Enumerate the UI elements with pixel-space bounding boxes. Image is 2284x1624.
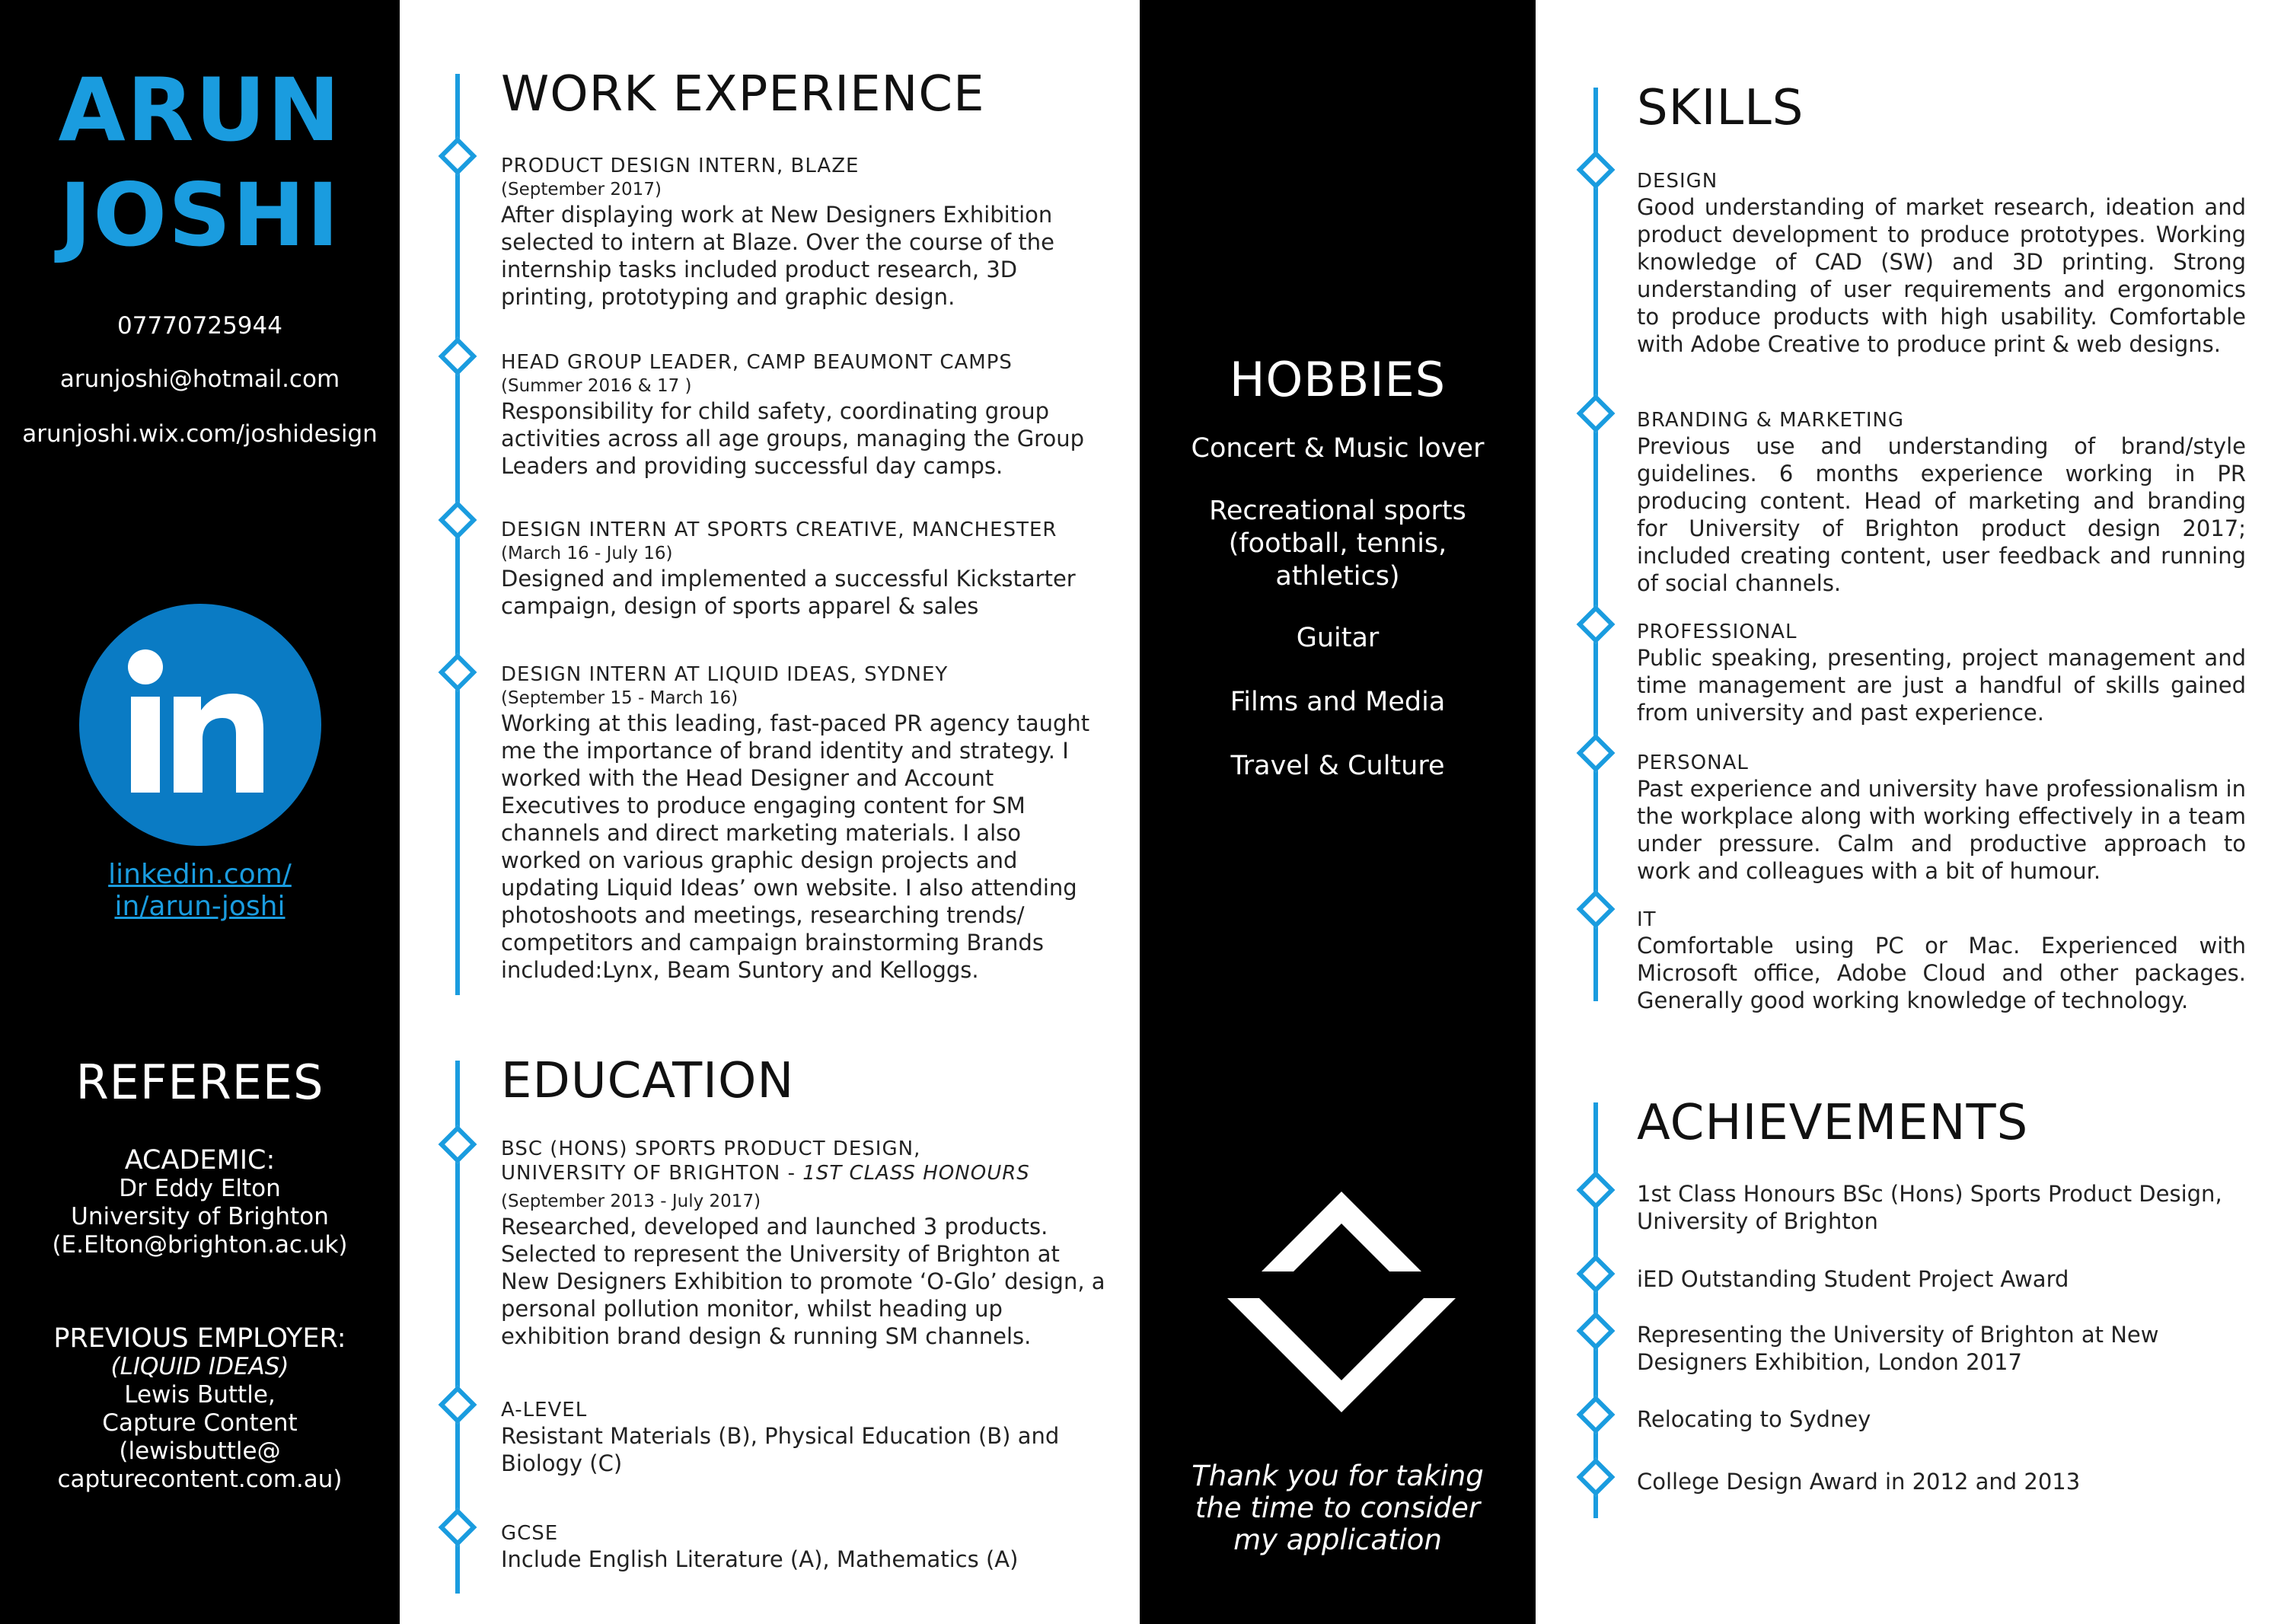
employer-referee-email-1: (lewisbuttle@ [119, 1437, 281, 1465]
first-name: ARUN [58, 59, 342, 161]
linkedin-link-line2[interactable]: in/arun-joshi [114, 891, 286, 922]
linkedin-link-line1[interactable]: linkedin.com/ [108, 859, 292, 890]
employer-referee-heading: PREVIOUS EMPLOYER: [53, 1323, 346, 1354]
skill-item-title: PROFESSIONAL [1637, 621, 1798, 643]
skill-item [1637, 620, 2246, 726]
work-item-description: After displaying work at New Designers Exhibition selected to intern at Blaze. Over the course of the internship tasks included product research, 3D printing, prototyping and graphic design. [501, 202, 1054, 310]
hobby-item: Concert & Music lover [1191, 433, 1485, 464]
achievement-item: College Design Award in 2012 and 2013 [1637, 1469, 2081, 1495]
timeline-node [439, 337, 477, 376]
work-item-date: (March 16 - July 16) [501, 544, 673, 563]
skill-item [1637, 908, 2246, 1014]
work-item-description: Designed and implemented a successful Kickstarter campaign, design of sports apparel & sales [501, 566, 1076, 619]
linkedin-icon-n [174, 694, 263, 793]
skills-timeline-line [1593, 88, 1598, 1001]
timeline-node [439, 1125, 477, 1164]
hobby-item-line: athletics) [1275, 561, 1400, 592]
work-item-title: DESIGN INTERN AT LIQUID IDEAS, SYDNEY [501, 663, 949, 686]
skill-item-description: Past experience and university have professionalism in the workplace along with working effectively in a team under pressure. Calm and productive approach to work and colleagues with a bit of humour. [1637, 776, 2246, 884]
education-item [501, 1137, 1110, 1350]
skill-item-title: PERSONAL [1637, 751, 1749, 774]
skill-item-description: Previous use and understanding of brand/style guidelines. 6 months experience working in PR producing content. Head of marketing and branding for University of Brighton product design 2017; included creating content, user feedback and running of social channels. [1637, 433, 2246, 596]
thank-you-line: my application [1233, 1523, 1442, 1556]
timeline-node [1577, 1396, 1616, 1434]
thank-you-note [1140, 1460, 1536, 1556]
education-item-title: A-LEVEL [501, 1399, 588, 1421]
academic-referee-heading: ACADEMIC: [124, 1145, 276, 1176]
timeline-node [439, 653, 477, 692]
education-item-date: (September 2013 - July 2017) [501, 1192, 761, 1211]
linkedin-icon-dot [128, 649, 163, 684]
employer-referee-name: Lewis Buttle, [124, 1381, 276, 1409]
achievement-item: Representing the University of Brighton at New Designers Exhibition, London 2017 [1637, 1322, 2159, 1375]
skill-item [1637, 751, 2246, 885]
achievement-item: iED Outstanding Student Project Award [1637, 1266, 2069, 1292]
timeline-node [1577, 1312, 1616, 1351]
skill-item-title: BRANDING & MARKETING [1637, 409, 1905, 432]
timeline-node [1577, 890, 1616, 929]
work-item-date: (September 2017) [501, 180, 662, 199]
education-item-honours: 1ST CLASS HONOURS [802, 1162, 1030, 1185]
linkedin-icon[interactable] [79, 604, 321, 846]
work-item-description: Working at this leading, fast-paced PR agency taught me the importance of brand identity and strategy. I worked with the Head Designer and Account Executives to produce engaging content for SM channels and direct marketing materials. I also worked on various graphic design projects and updating Liquid Ideas’ own website. I also attending photoshoots and meetings, researching trends/ competitors and campaign brainstorming Brands included:Lynx, Beam Suntory and Kelloggs. [501, 710, 1090, 983]
thank-you-line: Thank you for taking [1191, 1460, 1484, 1492]
education-item [501, 1521, 1102, 1573]
employer-referee-email-2: capturecontent.com.au) [57, 1466, 343, 1493]
timeline-node [1577, 1255, 1616, 1294]
achievements-title: ACHIEVEMENTS [1637, 1095, 2029, 1151]
education-title: EDUCATION [501, 1053, 795, 1109]
timeline-node [439, 501, 477, 540]
timeline-node [1577, 605, 1616, 644]
education-item-description: Resistant Materials (B), Physical Education (B) and Biology (C) [501, 1423, 1060, 1476]
website-link[interactable]: arunjoshi.wix.com/joshidesign [22, 420, 378, 448]
skill-item [1637, 169, 2246, 358]
education-item-description: Include English Literature (A), Mathematics (A) [501, 1546, 1019, 1572]
timeline-node [439, 1508, 477, 1547]
work-experience-title: WORK EXPERIENCE [501, 66, 985, 123]
hobby-item [1140, 495, 1536, 593]
academic-referee [0, 1147, 400, 1259]
timeline-node [1577, 394, 1616, 433]
phone-number: 07770725944 [117, 312, 282, 340]
work-item-title: PRODUCT DESIGN INTERN, BLAZE [501, 155, 860, 177]
hobby-item: Films and Media [1230, 687, 1446, 717]
timeline-node [1577, 734, 1616, 773]
work-item-date: (Summer 2016 & 17 ) [501, 376, 692, 396]
timeline-node [1577, 151, 1616, 190]
timeline-node [1577, 1458, 1616, 1497]
skill-item-description: Comfortable using PC or Mac. Experienced with Microsoft office, Adobe Cloud and other packages. Generally good working knowledge of technology. [1637, 933, 2246, 1013]
email-address[interactable]: arunjoshi@hotmail.com [59, 365, 340, 393]
work-item-title: HEAD GROUP LEADER, CAMP BEAUMONT CAMPS [501, 351, 1013, 374]
achievement-item: 1st Class Honours BSc (Hons) Sports Product Design, University of Brighton [1637, 1181, 2222, 1234]
education-item [501, 1398, 1102, 1477]
education-item-university: UNIVERSITY OF BRIGHTON - [501, 1162, 803, 1185]
skill-item [1637, 408, 2246, 597]
academic-referee-email: (E.Elton@brighton.ac.uk) [52, 1231, 348, 1259]
referees-title: REFEREES [75, 1054, 324, 1110]
timeline-node [1577, 1171, 1616, 1210]
skill-item-title: IT [1637, 908, 1657, 931]
diamond-logo-icon [1227, 1192, 1456, 1420]
hobby-item-line: Recreational sports [1209, 496, 1466, 526]
employer-referee-org: Capture Content [102, 1409, 298, 1437]
employer-referee-company: (LIQUID IDEAS) [110, 1353, 289, 1380]
achievements-timeline-line [1593, 1102, 1598, 1518]
timeline-node [439, 137, 477, 176]
work-item-date: (September 15 - March 16) [501, 688, 738, 708]
employer-referee [0, 1325, 400, 1494]
skill-item-description: Good understanding of market research, ideation and product development to produce prototypes. Working knowledge of CAD (SW) and 3D printing. Strong understanding of user requirements and ergonomics to produce products with high usability. Comfortable with Adobe Creative to produce print & web designs. [1637, 194, 2246, 357]
work-item [501, 350, 1110, 480]
hobby-item: Travel & Culture [1230, 751, 1445, 781]
education-item-title: GCSE [501, 1522, 559, 1545]
timeline-node [439, 1386, 477, 1425]
skill-item-title: DESIGN [1637, 170, 1718, 193]
education-item-title-line2 [501, 1161, 1110, 1185]
hobbies-title: HOBBIES [1229, 352, 1447, 407]
skill-item-description: Public speaking, presenting, project management and time management are just a handful of skills gained from university and past experience. [1637, 645, 2246, 726]
skills-title: SKILLS [1637, 80, 1804, 136]
work-item [501, 662, 1102, 984]
work-item [501, 154, 1087, 311]
hobby-item-line: (football, tennis, [1228, 528, 1447, 559]
academic-referee-org: University of Brighton [71, 1203, 329, 1230]
achievement-item: Relocating to Sydney [1637, 1406, 1871, 1432]
last-name: JOSHI [59, 164, 341, 266]
work-item-title: DESIGN INTERN AT SPORTS CREATIVE, MANCHESTER [501, 518, 1057, 541]
work-item [501, 518, 1102, 620]
thank-you-line: the time to consider [1195, 1492, 1481, 1524]
education-item-title: BSC (HONS) SPORTS PRODUCT DESIGN, [501, 1137, 921, 1160]
academic-referee-name: Dr Eddy Elton [119, 1175, 281, 1202]
work-item-description: Responsibility for child safety, coordinating group activities across all age groups, managing the Group Leaders and providing successful day camps. [501, 398, 1084, 479]
linkedin-icon-bar [131, 697, 160, 793]
education-item-description: Researched, developed and launched 3 products. Selected to represent the University of Brighton at New Designers Exhibition to promote ‘O-Glo’ design, a personal pollution monitor, whilst heading up exhibition brand design & running SM channels. [501, 1214, 1105, 1349]
hobby-item: Guitar [1296, 623, 1380, 653]
